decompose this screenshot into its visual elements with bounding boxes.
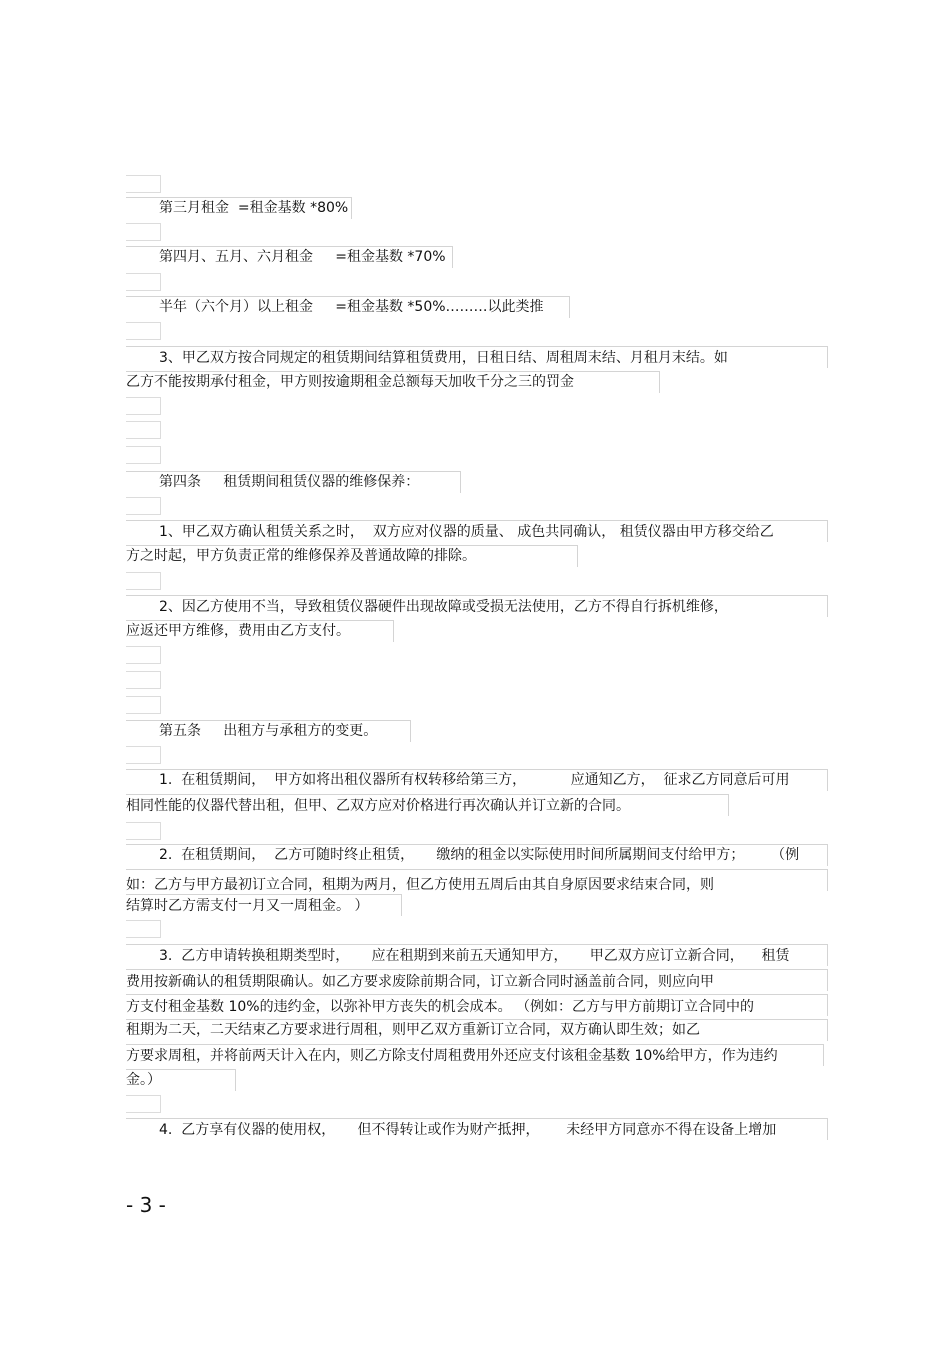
rent-half-year: 半年（六个月）以上租金 =租金基数 *50%………以此类推 (159, 299, 544, 315)
spacer-box (126, 671, 161, 689)
clause-3-penalty: 乙方不能按期承付租金，甲方则按逾期租金总额每天加收千分之三的罚金 (126, 374, 574, 390)
spacer-box (126, 822, 161, 840)
article-5-item-3-cont-e: 金。） (126, 1072, 161, 1088)
article-4-item-2: 2、因乙方使用不当，导致租赁仪器硬件出现故障或受损无法使用，乙方不得自行拆机维修， (159, 599, 728, 615)
spacer-box (126, 920, 161, 938)
article-4-heading: 第四条 租赁期间租赁仪器的维修保养： (159, 474, 420, 490)
spacer-box (126, 175, 161, 193)
spacer-box (126, 746, 161, 764)
article-5-item-2-cont-b: 结算时乙方需支付一月又一周租金。 ） (126, 898, 369, 914)
article-4-item-1-cont: 方之时起，甲方负责正常的维修保养及普通故障的排除。 (126, 548, 476, 564)
spacer-box (126, 273, 161, 291)
article-5-heading: 第五条 出租方与承租方的变更。 (159, 723, 378, 739)
article-5-item-1: 1. 在租赁期间， 甲方如将出租仪器所有权转移给第三方， 应通知乙方， 征求乙方同意后可用 (159, 772, 790, 788)
spacer-box (126, 421, 161, 439)
spacer-box (126, 1095, 161, 1113)
spacer-box (126, 572, 161, 590)
article-5-item-3-cont-b: 方支付租金基数 10%的违约金，以弥补甲方丧失的机会成本。 （例如：乙方与甲方前期订立合同中的 (126, 999, 755, 1015)
article-5-item-3-cont-a: 费用按新确认的租赁期限确认。如乙方要求废除前期合同，订立新合同时涵盖前合同，则应向甲 (126, 974, 714, 990)
clause-3-settlement: 3、甲乙双方按合同规定的租赁期间结算租赁费用，日租日结、周租周末结、月租月末结。如 (159, 350, 728, 366)
article-5-item-3-cont-d: 方要求周租，并将前两天计入在内，则乙方除支付周租费用外还应支付该租金基数 10%给甲方，作为违约 (126, 1048, 778, 1064)
article-4-item-1: 1、甲乙双方确认租赁关系之时， 双方应对仪器的质量、 成色共同确认， 租赁仪器由甲方移交给乙 (159, 524, 774, 540)
rent-third-month: 第三月租金 =租金基数 *80% (159, 200, 349, 216)
article-5-item-2-cont-a: 如：乙方与甲方最初订立合同，租期为两月，但乙方使用五周后由其自身原因要求结束合同，则 (126, 877, 714, 893)
spacer-box (126, 322, 161, 340)
article-5-item-3: 3. 乙方申请转换租期类型时， 应在租期到来前五天通知甲方， 甲乙双方应订立新合同， 租赁 (159, 948, 790, 964)
page-number: - 3 - (126, 1193, 166, 1217)
article-4-item-2-cont: 应返还甲方维修，费用由乙方支付。 (126, 623, 350, 639)
spacer-box (126, 446, 161, 464)
spacer-box (126, 696, 161, 714)
rent-fourth-to-sixth-month: 第四月、五月、六月租金 =租金基数 *70% (159, 249, 446, 265)
spacer-box (126, 397, 161, 415)
spacer-box (126, 646, 161, 664)
article-5-item-2: 2. 在租赁期间， 乙方可随时终止租赁， 缴纳的租金以实际使用时间所属期间支付给甲方； （例 (159, 847, 800, 863)
article-5-item-1-cont: 相同性能的仪器代替出租，但甲、乙双方应对价格进行再次确认并订立新的合同。 (126, 798, 630, 814)
spacer-box (126, 223, 161, 241)
article-5-item-4: 4. 乙方享有仪器的使用权， 但不得转让或作为财产抵押， 未经甲方同意亦不得在设备上增加 (159, 1122, 777, 1138)
article-5-item-3-cont-c: 租期为二天，二天结束乙方要求进行周租，则甲乙双方重新订立合同，双方确认即生效；如乙 (126, 1022, 700, 1038)
spacer-box (126, 497, 161, 515)
